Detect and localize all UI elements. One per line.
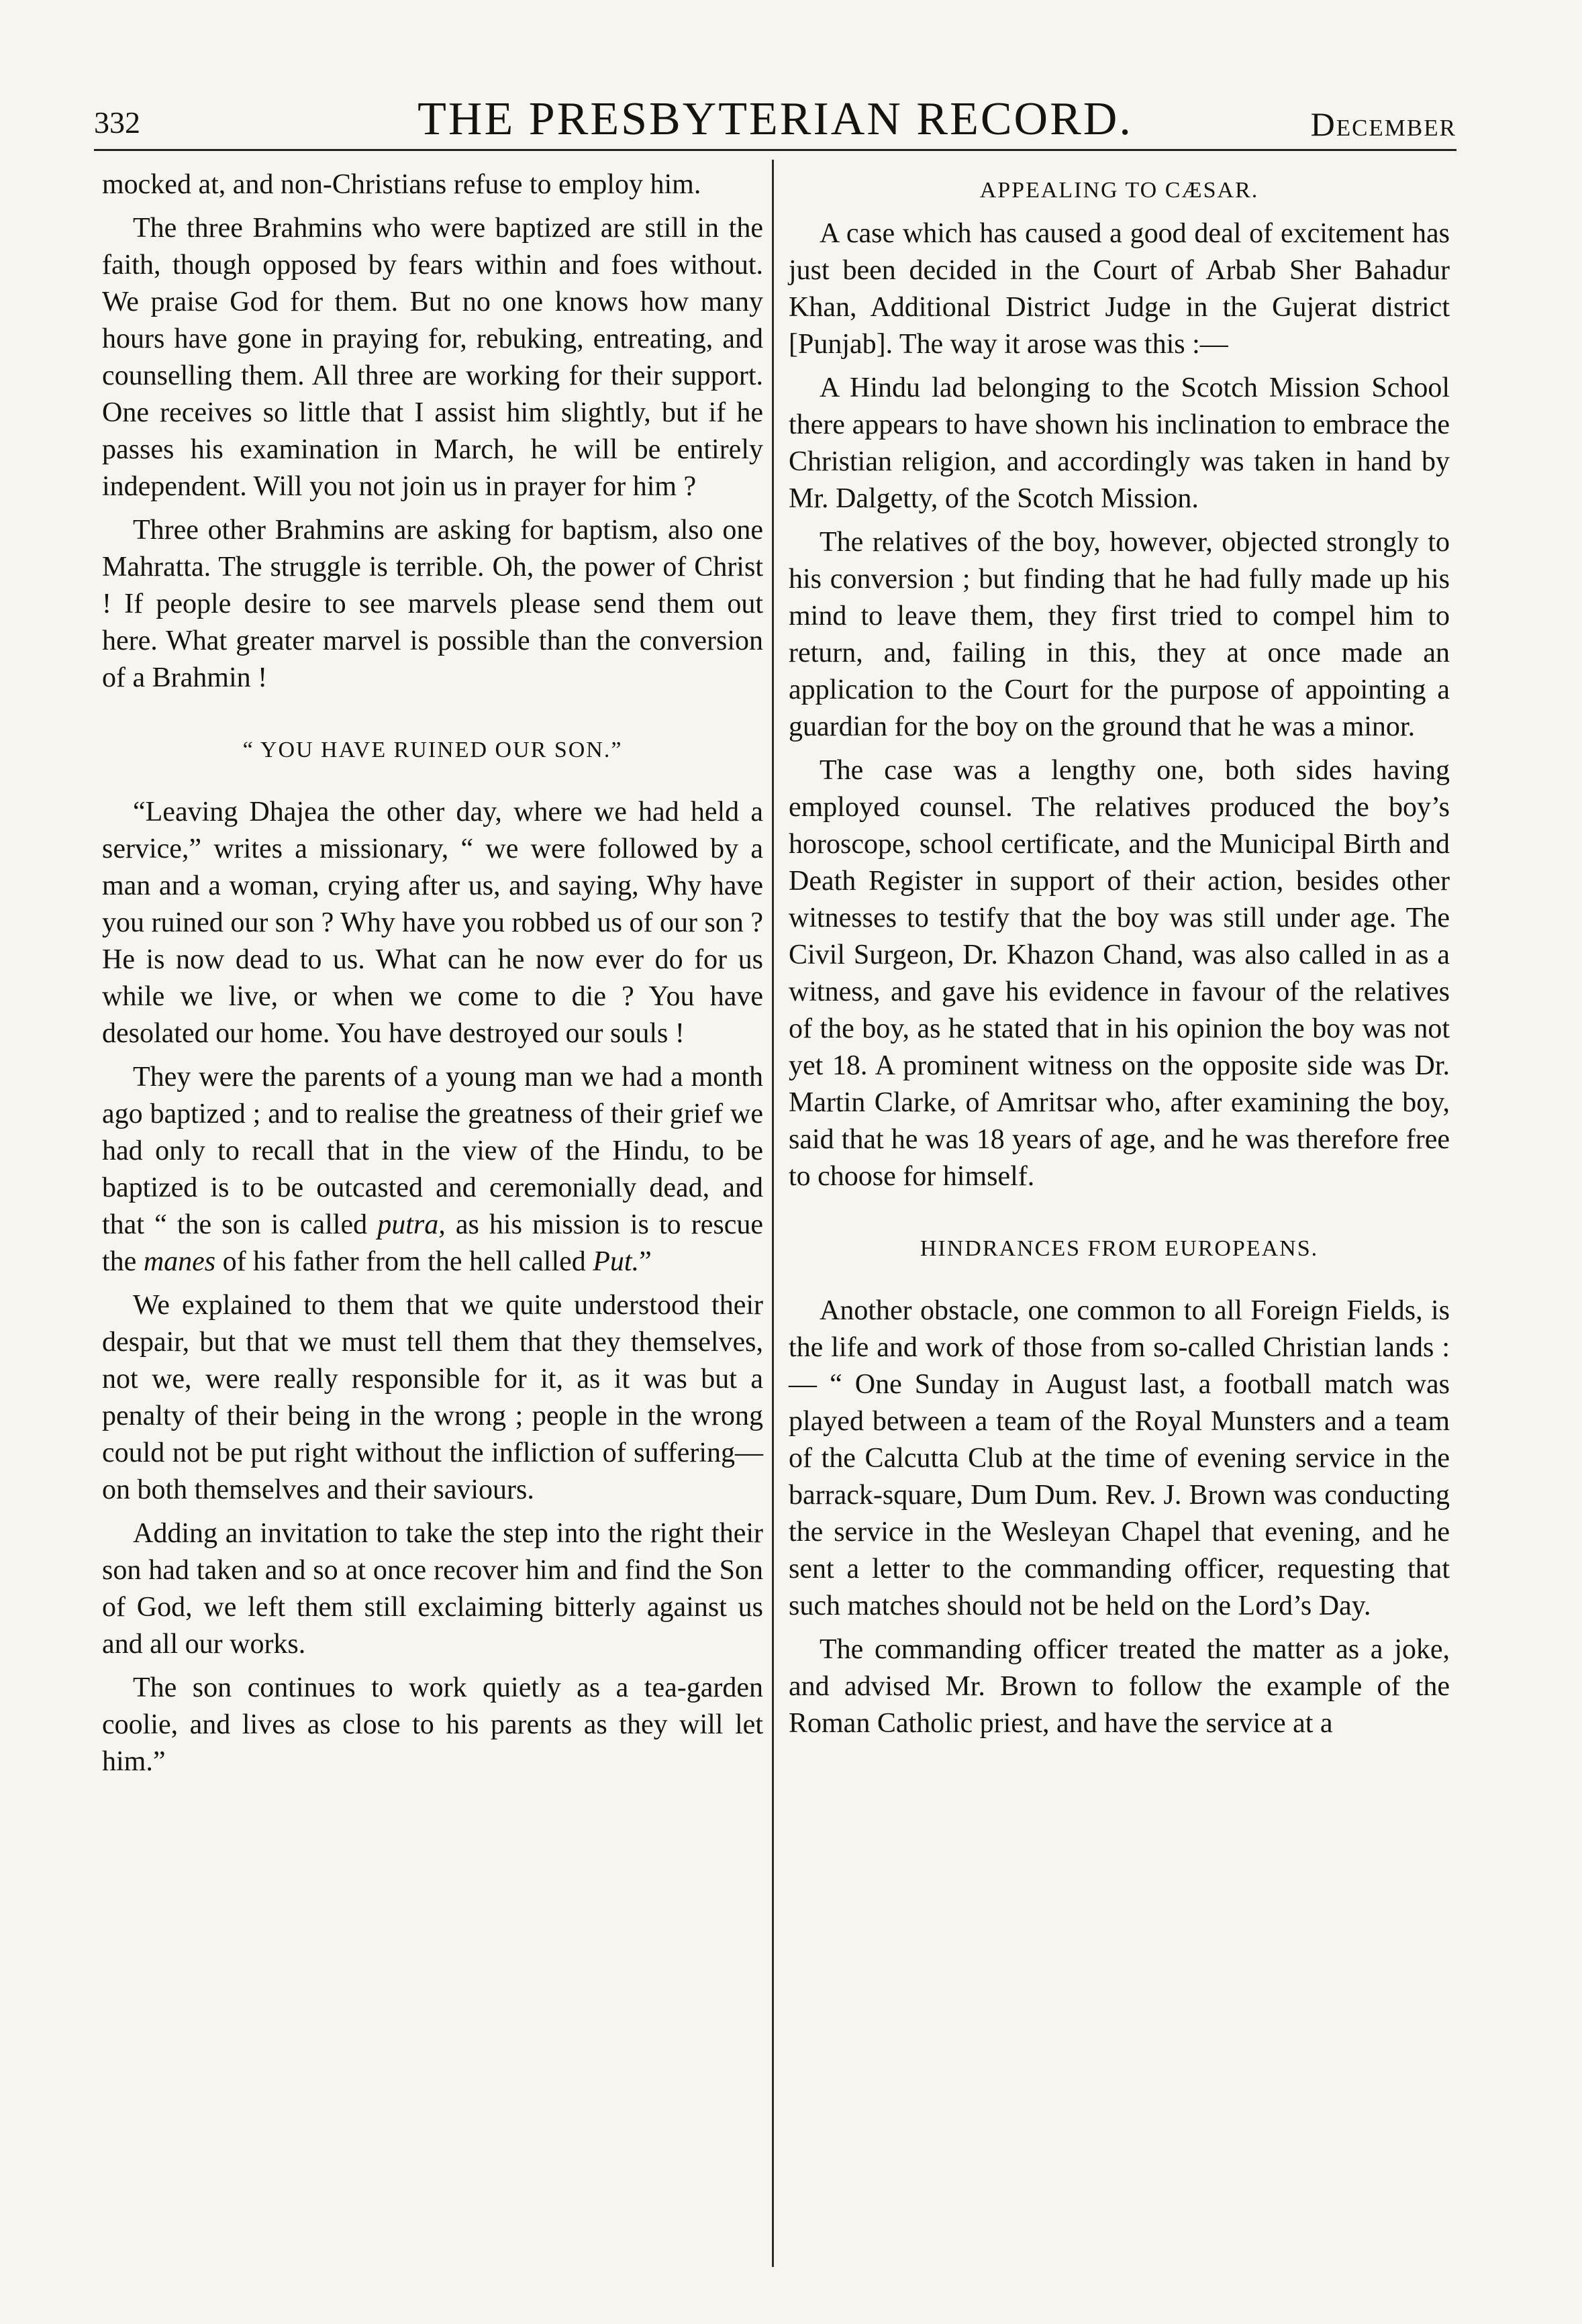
left-column (102, 166, 763, 1780)
section-heading: HINDRANCES FROM EUROPEANS. (920, 1236, 1319, 1261)
paragraph: We explained to them that we quite understood their despair, but that we must tell them that they themselves, not we, were really responsible for it, as it was but a penalty of their being in the wrong ; people in the wrong could not be put right without the infliction of suffering—on both themselves and their saviours. (102, 1290, 763, 1505)
header-rule (94, 149, 1456, 151)
paragraph: “Leaving Dhajea the other day, where we had held a service,” writes a missionary, “ we were followed by a man and a woman, crying after us, and saying, Why have you ruined our son ? Why have you robbed us of our son ? He is now dead to us. What can he now ever do for us while we live, or when we come to die ? You have desolated our home. You have destroyed our souls ! (102, 797, 763, 1049)
paragraph: Another obstacle, one common to all Foreign Fields, is the life and work of those from so-called Christian lands :— “ One Sunday in August last, a football match was played between a team of the Royal Munsters and a team of the Calcutta Club at the time of evening service in the barrack-square, Dum Dum. Rev. J. Brown was conducting the service in the Wesleyan Chapel that evening, and he sent a letter to the commanding officer, requesting that such matches should not be held on the Lord’s Day. (789, 1295, 1450, 1621)
running-title: THE PRESBYTERIAN RECORD. (417, 93, 1133, 145)
text-run: as his mission is to rescue the (102, 1209, 763, 1277)
paragraph: A Hindu lad belonging to the Scotch Mission School there appears to have shown his inclination to embrace the Christian religion, and accordingly was taken in hand by Mr. Dalgetty, of the Scotch Mission. (789, 372, 1450, 514)
text-run: of his father from the hell called (222, 1246, 586, 1277)
paragraph: The case was a lengthy one, both sides having employed counsel. The relatives produced the boy’s horoscope, school certificate, and the Municipal Birth and Death Register in support of their action, besides other witnesses to testify that the boy was still under age. The Civil Surgeon, Dr. Khazon Chand, was also called in as a witness, and gave his evidence in favour of the relatives of the boy, as he stated that in his opinion the boy was not yet 18. A prominent witness on the opposite side was Dr. Martin Clarke, of Amritsar who, after examining the boy, said that he was 18 years of age, and he was therefore free to choose for himself. (789, 755, 1450, 1192)
section-heading: “ YOU HAVE RUINED OUR SON.” (242, 738, 623, 762)
paragraph: The son continues to work quietly as a tea-garden coolie, and lives as close to his parents as they will let him.” (102, 1672, 763, 1777)
paragraph: Three other Brahmins are asking for baptism, also one Mahratta. The struggle is terrible. Oh, the power of Christ ! If people desire to see marvels please send them out here. What greater marvel is possible than the conversion of a Brahmin ! (102, 515, 763, 693)
paragraph (102, 1059, 763, 1280)
paragraph: The three Brahmins who were baptized are still in the faith, though opposed by fears within and foes without. We praise God for them. But no one knows how many hours have gone in praying for, rebuking, entreating, and counselling them. All three are working for their support. One receives so little that I assist him slightly, but if he passes his examination in March, he will be entirely independent. Will you not join us in prayer for him ? (102, 213, 763, 502)
issue-month: December (1310, 105, 1456, 143)
paragraph: The commanding officer treated the matter as a joke, and advised Mr. Brown to follow the example of the Roman Catholic priest, and have the service at a (789, 1634, 1450, 1739)
page-number: 332 (94, 105, 140, 140)
paragraph: A case which has caused a good deal of excitement has just been decided in the Court of Arbab Sher Bahadur Khan, Additional District Judge in the Gujerat district [Punjab]. The way it arose was this :— (789, 218, 1450, 360)
paragraph: The relatives of the boy, however, objected strongly to his conversion ; but finding that he had fully made up his mind to leave them, they first tried to compel him to return, and, failing in this, they at once made an application to the Court for the purpose of appointing a guardian for the boy on the ground that he was a minor. (789, 527, 1450, 742)
text-run: ” (639, 1246, 652, 1277)
paragraph: mocked at, and non-Christians refuse to employ him. (102, 169, 701, 200)
italic-term: manes (143, 1246, 216, 1277)
paragraph: Adding an invitation to take the step into the right their son had taken and so at once recover him and find the Son of God, we left them still exclaiming bitterly against us and all our works. (102, 1518, 763, 1660)
italic-term: Put. (593, 1246, 640, 1277)
italic-term: putra, (377, 1209, 446, 1240)
right-column (789, 166, 1450, 1742)
text-run: They were the parents of a young man we had a month ago baptized ; and to realise the greatness of their grief we had only to recall that in the view of the Hindu, to be baptized is to be outcasted and ceremonially dead, and that “ the son is called (102, 1062, 763, 1240)
section-heading: APPEALING TO CÆSAR. (979, 178, 1259, 203)
column-divider (772, 160, 774, 2267)
